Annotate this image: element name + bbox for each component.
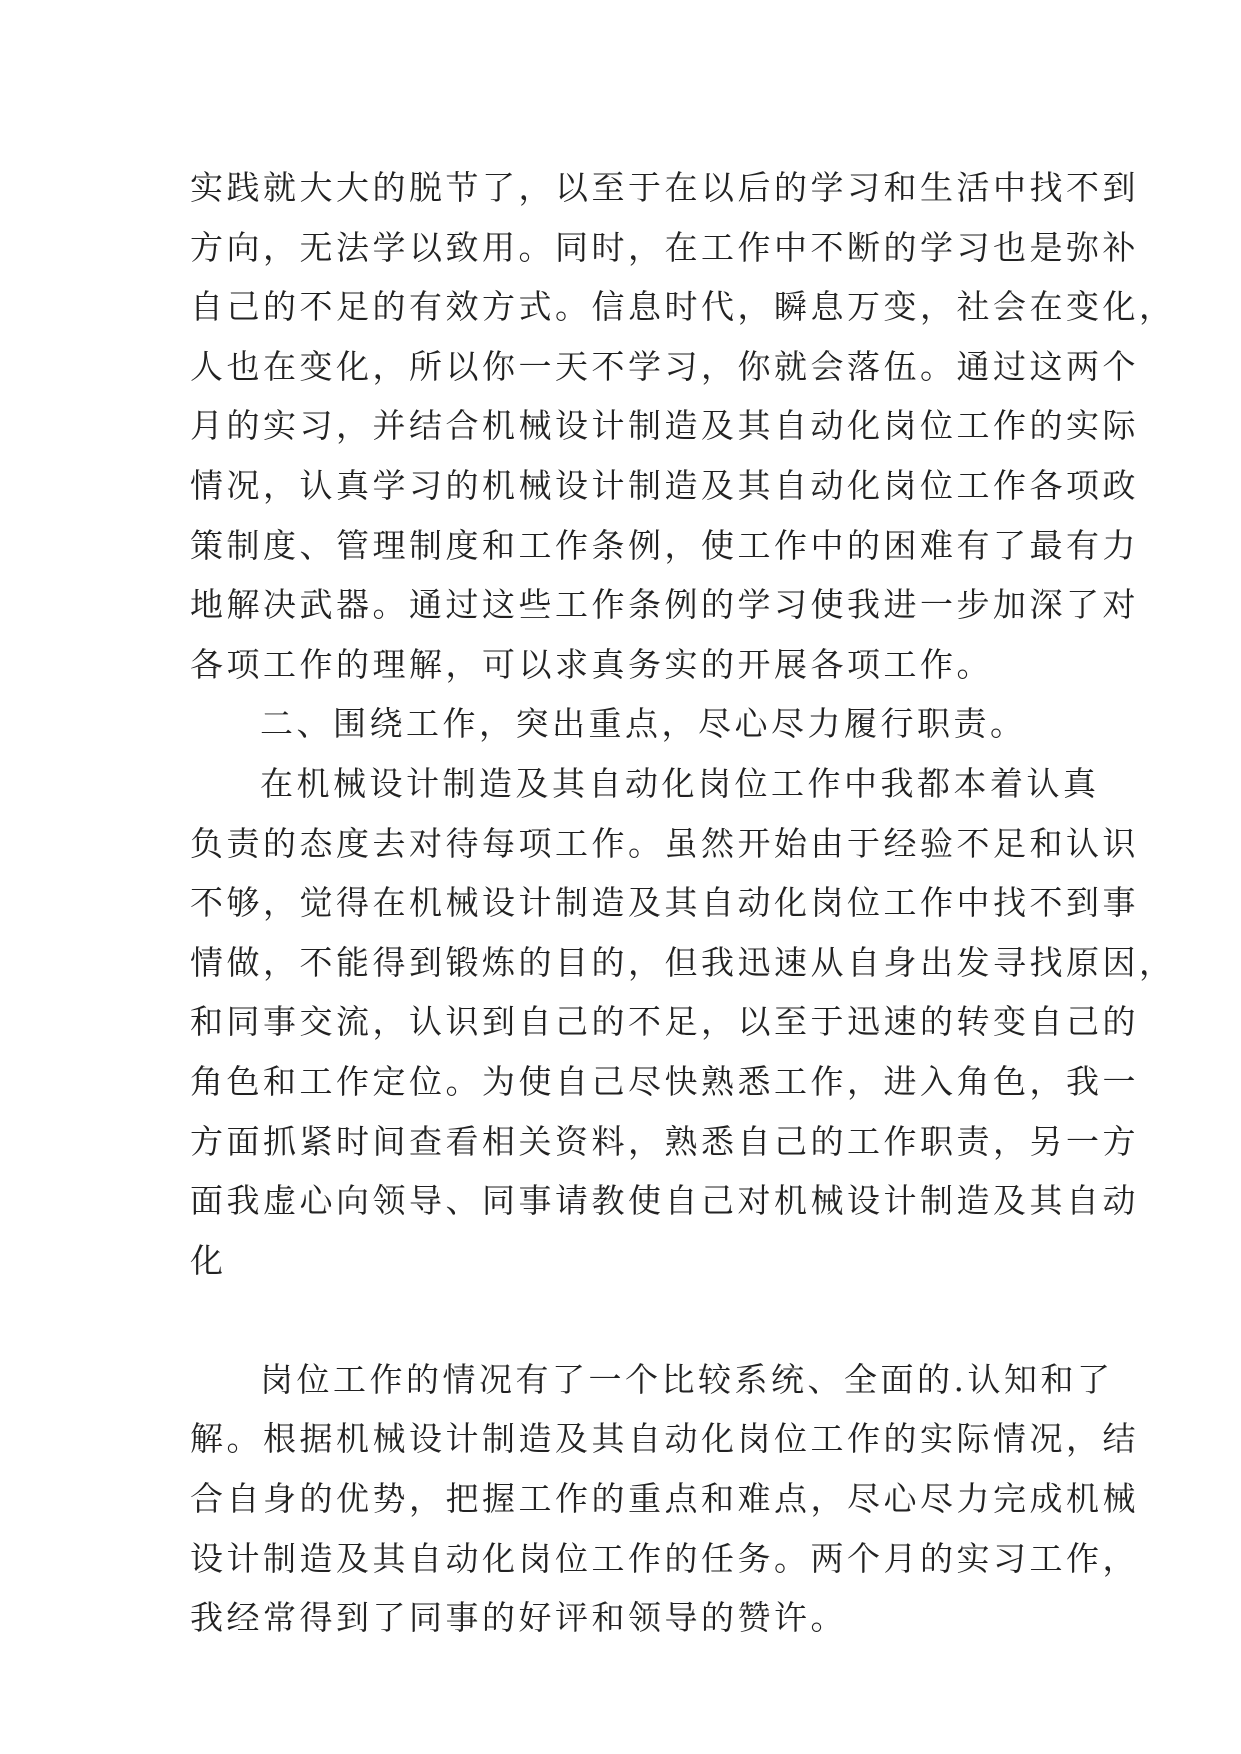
text-line: 情做，不能得到锻炼的目的，但我迅速从自身出发寻找原因，	[190, 942, 1176, 982]
text-line: 人也在变化，所以你一天不学习，你就会落伍。通过这两个	[190, 346, 1139, 386]
text-line: 化	[190, 1240, 227, 1280]
text-line: 角色和工作定位。为使自己尽快熟悉工作，进入角色，我一	[190, 1061, 1139, 1101]
text-line: 实践就大大的脱节了，以至于在以后的学习和生活中找不到	[190, 168, 1139, 207]
text-line: 方面抓紧时间查看相关资料，熟悉自己的工作职责，另一方	[190, 1121, 1139, 1161]
text-line: 解。根据机械设计制造及其自动化岗位工作的实际情况，结	[190, 1419, 1139, 1459]
paragraph-gap	[190, 1290, 1060, 1350]
section-heading: 二、围绕工作，突出重点，尽心尽力履行职责。	[260, 704, 1027, 744]
text-line: 月的实习，并结合机械设计制造及其自动化岗位工作的实际	[190, 406, 1139, 446]
text-line: 情况，认真学习的机械设计制造及其自动化岗位工作各项政	[190, 465, 1139, 505]
text-line: 策制度、管理制度和工作条例，使工作中的困难有了最有力	[190, 525, 1139, 565]
text-line: 不够，觉得在机械设计制造及其自动化岗位工作中找不到事	[190, 883, 1139, 923]
text-line: 设计制造及其自动化岗位工作的任务。两个月的实习工作，	[190, 1538, 1139, 1578]
text-line: 面我虚心向领导、同事请教使自己对机械设计制造及其自动	[190, 1181, 1139, 1221]
text-line: 方向，无法学以致用。同时，在工作中不断的学习也是弥补	[190, 227, 1139, 267]
text-line: 我经常得到了同事的好评和领导的赞许。	[190, 1598, 847, 1638]
text-line: 地解决武器。通过这些工作条例的学习使我进一步加深了对	[190, 585, 1139, 625]
text-line: 岗位工作的情况有了一个比较系统、全面的.认知和了	[260, 1359, 1114, 1399]
text-line: 自己的不足的有效方式。信息时代，瞬息万变，社会在变化，	[190, 287, 1176, 327]
text-line: 负责的态度去对待每项工作。虽然开始由于经验不足和认识	[190, 823, 1139, 863]
text-line: 合自身的优势，把握工作的重点和难点，尽心尽力完成机械	[190, 1479, 1139, 1519]
body-text	[190, 158, 1176, 1648]
text-line: 在机械设计制造及其自动化岗位工作中我都本着认真	[260, 763, 1100, 803]
text-line: 各项工作的理解，可以求真务实的开展各项工作。	[190, 644, 993, 684]
text-line: 和同事交流，认识到自己的不足，以至于迅速的转变自己的	[190, 1002, 1139, 1042]
